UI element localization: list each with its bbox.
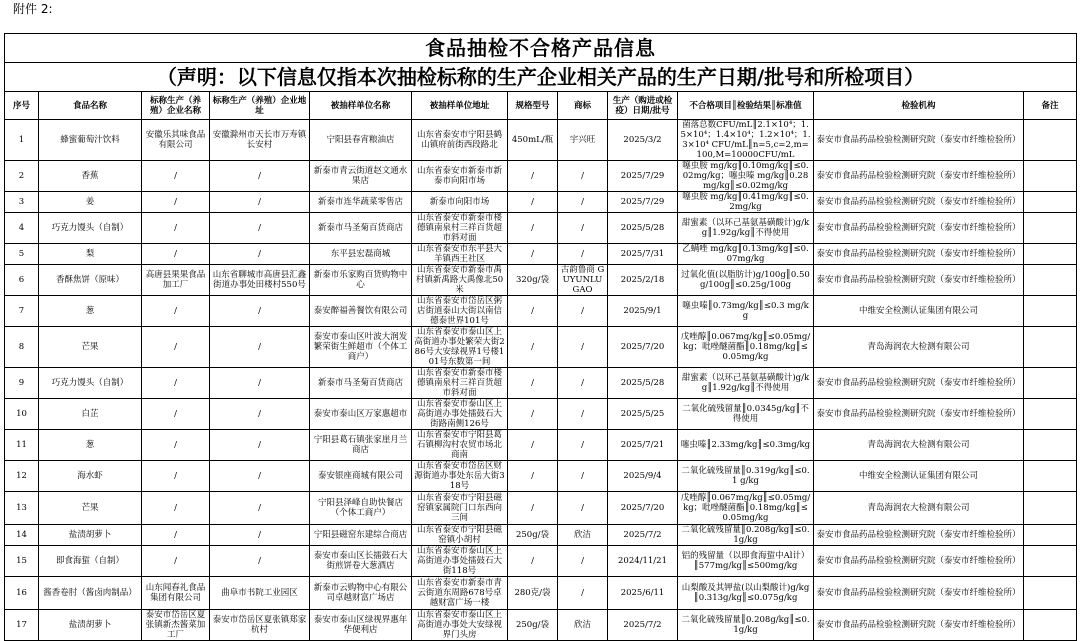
col-date: 2025/7/2 <box>608 610 678 641</box>
col-food-name: 巧克力馒头（自制） <box>39 213 142 244</box>
col-test-result: 甜蜜素（以环己基氨基磺酸计)g/kg║1.92g/kg║不得使用 <box>678 213 814 244</box>
col-sampled-unit-name: 宁阳县葛石镇张家崖月兰商店 <box>310 430 412 461</box>
col-sampled-unit-address: 山东省泰安市宁阳县磁窑镇家属院门口东西向三间 <box>412 492 508 525</box>
col-date: 2025/9/1 <box>608 296 678 327</box>
col-spec: / <box>508 368 558 399</box>
col-spec: 250g/袋 <box>508 610 558 641</box>
col-index: 7 <box>5 296 39 327</box>
col-date: 2024/11/21 <box>608 546 678 577</box>
table-row <box>5 120 1077 161</box>
col-index: 6 <box>5 265 39 296</box>
table-row <box>5 461 1077 492</box>
header-col-test-result: 不合格项目║检验结果║标准值 <box>678 92 814 120</box>
table-row <box>5 492 1077 525</box>
table-row <box>5 327 1077 368</box>
col-lab: 中维安全检测认证集团有限公司 <box>814 461 1024 492</box>
col-producer-address: / <box>210 525 310 546</box>
col-spec: / <box>508 546 558 577</box>
table-row <box>5 399 1077 430</box>
col-producer-name: / <box>142 546 210 577</box>
col-date: 2025/7/29 <box>608 161 678 192</box>
col-test-result: 噻虫嗪║0.73mg/kg║≤0.3 mg/kg <box>678 296 814 327</box>
col-remark <box>1024 244 1077 265</box>
col-lab: 泰安市食品药品检验检测研究院（泰安市纤维检验所） <box>814 399 1024 430</box>
col-spec: / <box>508 192 558 213</box>
col-brand: / <box>558 192 608 213</box>
col-remark <box>1024 192 1077 213</box>
col-sampled-unit-name: 泰安市泰山区长擂鼓石大街煎饼卷大葱酒店 <box>310 546 412 577</box>
header-col-index: 序号 <box>5 92 39 120</box>
col-producer-address: / <box>210 192 310 213</box>
col-remark <box>1024 213 1077 244</box>
col-remark <box>1024 368 1077 399</box>
col-brand: 欣洁 <box>558 610 608 641</box>
table-title: 食品抽检不合格产品信息 <box>5 34 1077 63</box>
col-spec: 280克/袋 <box>508 577 558 610</box>
col-sampled-unit-address: 山东省泰安市宁阳县葛石镇柳沟村农贸市场北商南 <box>412 430 508 461</box>
col-remark <box>1024 546 1077 577</box>
col-remark <box>1024 577 1077 610</box>
col-producer-name: / <box>142 525 210 546</box>
col-brand: / <box>558 161 608 192</box>
col-producer-name: 高唐县果果食品加工厂 <box>142 265 210 296</box>
col-index: 5 <box>5 244 39 265</box>
col-producer-address: / <box>210 296 310 327</box>
col-index: 8 <box>5 327 39 368</box>
table-row <box>5 368 1077 399</box>
col-lab: 泰安市食品药品检验检测研究院（泰安市纤维检验所） <box>814 368 1024 399</box>
col-sampled-unit-name: 泰安市泰山区万家惠超市 <box>310 399 412 430</box>
col-index: 4 <box>5 213 39 244</box>
col-sampled-unit-address: 山东省泰安市新泰市楼德镇南泉村三祥百货超市斜对面 <box>412 213 508 244</box>
col-sampled-unit-address: 新泰市向阳市场 <box>412 192 508 213</box>
col-food-name: 盐渍胡萝卜 <box>39 610 142 641</box>
col-date: 2025/7/20 <box>608 492 678 525</box>
col-date: 2025/7/20 <box>608 327 678 368</box>
col-producer-address: 曲阜市书院工业园区 <box>210 577 310 610</box>
col-brand: 欣洁 <box>558 525 608 546</box>
col-lab: 泰安市食品药品检验检测研究院（泰安市纤维检验所） <box>814 577 1024 610</box>
col-date: 2025/7/29 <box>608 192 678 213</box>
col-food-name: 白芷 <box>39 399 142 430</box>
col-food-name: 葱 <box>39 430 142 461</box>
col-date: 2025/5/25 <box>608 399 678 430</box>
col-brand: 古韵鲁商 GUYUNLUGAO <box>558 265 608 296</box>
col-brand: / <box>558 399 608 430</box>
header-col-producer-name: 标称生产（养殖）企业名称 <box>142 92 210 120</box>
col-food-name: 芒果 <box>39 327 142 368</box>
table-row <box>5 192 1077 213</box>
header-row <box>5 92 1077 120</box>
col-spec: / <box>508 461 558 492</box>
col-sampled-unit-address: 山东省泰安市泰山区上高街道办事处繁荣大街286号大安绿视界1号楼101号东数第一间 <box>412 327 508 368</box>
col-producer-name: 安徽乐其味食品有限公司 <box>142 120 210 161</box>
col-food-name: 巧克力馒头（自制） <box>39 368 142 399</box>
col-sampled-unit-name: 泰安市泰山区绿视界惠年华便利店 <box>310 610 412 641</box>
col-producer-name: / <box>142 399 210 430</box>
col-spec: / <box>508 244 558 265</box>
col-producer-address: / <box>210 430 310 461</box>
table-row <box>5 430 1077 461</box>
col-test-result: 铝的残留量（以即食海蜇中Al计）║577mg/kg║≤500mg/kg <box>678 546 814 577</box>
col-date: 2025/9/4 <box>608 461 678 492</box>
col-remark <box>1024 525 1077 546</box>
col-remark <box>1024 461 1077 492</box>
col-test-result: 山梨酸及其钾盐(以山梨酸计)g/kg║0.313g/kg║≤0.075g/kg <box>678 577 814 610</box>
col-spec: / <box>508 492 558 525</box>
col-sampled-unit-address: 山东省泰安市泰山区上高街道办事处擂鼓石大街路南侧126号 <box>412 399 508 430</box>
col-lab: 泰安市食品药品检验检测研究院（泰安市纤维检验所） <box>814 120 1024 161</box>
table-row <box>5 213 1077 244</box>
col-index: 11 <box>5 430 39 461</box>
col-index: 17 <box>5 610 39 641</box>
table-row <box>5 161 1077 192</box>
col-sampled-unit-name: 宁阳县春宵粮油店 <box>310 120 412 161</box>
col-test-result: 过氧化值(以脂肪计)g/100g║0.50g/100g║≤0.25g/100g <box>678 265 814 296</box>
col-spec: 250g/袋 <box>508 525 558 546</box>
col-sampled-unit-name: 新泰市乐家购百货购物中心 <box>310 265 412 296</box>
col-index: 13 <box>5 492 39 525</box>
col-lab: 青岛海润农大检测有限公司 <box>814 492 1024 525</box>
col-index: 3 <box>5 192 39 213</box>
attachment-label: 附件 2: <box>13 2 53 16</box>
col-producer-address: 安徽滁州市天长市万寿镇长安村 <box>210 120 310 161</box>
col-food-name: 姜 <box>39 192 142 213</box>
col-producer-address: / <box>210 492 310 525</box>
header-col-date: 生产（购进或检疫）日期/批号 <box>608 92 678 120</box>
col-test-result: 二氧化硫残留量║0.0345g/kg║不得使用 <box>678 399 814 430</box>
col-producer-name: 山东闻春礼食品集团有限公司 <box>142 577 210 610</box>
table-row <box>5 296 1077 327</box>
col-sampled-unit-name: 新泰市马圣菊百货商店 <box>310 368 412 399</box>
col-producer-address: / <box>210 546 310 577</box>
header-col-producer-address: 标称生产（养殖）企业地址 <box>210 92 310 120</box>
col-food-name: 海水虾 <box>39 461 142 492</box>
col-lab: 泰安市食品药品检验检测研究院（泰安市纤维检验所） <box>814 244 1024 265</box>
col-spec: / <box>508 327 558 368</box>
header-col-lab: 检验机构 <box>814 92 1024 120</box>
header-col-spec: 规格型号 <box>508 92 558 120</box>
col-date: 2025/6/11 <box>608 577 678 610</box>
header-col-sampled-unit-name: 被抽样单位名称 <box>310 92 412 120</box>
col-producer-name: / <box>142 161 210 192</box>
col-test-result: 二氧化硫残留量║0.208g/kg║≤0.1g/kg <box>678 525 814 546</box>
col-index: 12 <box>5 461 39 492</box>
col-producer-name: / <box>142 213 210 244</box>
col-producer-address: / <box>210 327 310 368</box>
col-spec: / <box>508 430 558 461</box>
col-sampled-unit-name: 宁阳县磁窑东建综合商店 <box>310 525 412 546</box>
col-test-result: 甜蜜素（以环己基氨基磺酸计)g/kg║1.92g/kg║不得使用 <box>678 368 814 399</box>
col-date: 2025/5/28 <box>608 368 678 399</box>
col-food-name: 香蕉 <box>39 161 142 192</box>
col-remark <box>1024 610 1077 641</box>
unqualified-food-table <box>4 33 1077 641</box>
table-row <box>5 525 1077 546</box>
col-remark <box>1024 327 1077 368</box>
col-date: 2025/7/21 <box>608 430 678 461</box>
col-date: 2025/5/28 <box>608 213 678 244</box>
col-spec: / <box>508 213 558 244</box>
col-food-name: 葱 <box>39 296 142 327</box>
col-spec: / <box>508 161 558 192</box>
col-test-result: 乙螨唑 mg/kg║0.13mg/kg║≤0.07mg/kg <box>678 244 814 265</box>
col-producer-name: / <box>142 192 210 213</box>
col-producer-name: / <box>142 296 210 327</box>
col-lab: 泰安市食品药品检验检测研究院（泰安市纤维检验所） <box>814 610 1024 641</box>
col-producer-name: / <box>142 327 210 368</box>
col-index: 10 <box>5 399 39 430</box>
col-food-name: 酱香卷肘（酱卤肉制品） <box>39 577 142 610</box>
col-food-name: 芒果 <box>39 492 142 525</box>
col-producer-address: / <box>210 161 310 192</box>
col-test-result: 二氧化硫残留量║0.319g/kg║≤0.1 g/kg <box>678 461 814 492</box>
table-row <box>5 546 1077 577</box>
col-producer-address: / <box>210 213 310 244</box>
col-food-name: 香酥焦饼（原味） <box>39 265 142 296</box>
col-remark <box>1024 399 1077 430</box>
col-food-name: 蜂蜜葡萄汁饮料 <box>39 120 142 161</box>
col-producer-address: 泰安市岱岳区夏张镇郑家杭村 <box>210 610 310 641</box>
col-lab: 泰安市食品药品检验检测研究院（泰安市纤维检验所） <box>814 192 1024 213</box>
col-sampled-unit-name: 新泰市马圣菊百货商店 <box>310 213 412 244</box>
col-lab: 青岛海润农大检测有限公司 <box>814 430 1024 461</box>
col-spec: / <box>508 296 558 327</box>
col-spec: / <box>508 399 558 430</box>
col-test-result: 噻虫胺 mg/kg║0.10mg/kg║≤0.02mg/kg；噻虫嗪 mg/kg║0.28mg/kg║≤0.02mg/kg <box>678 161 814 192</box>
col-brand: / <box>558 244 608 265</box>
col-spec: 320g/袋 <box>508 265 558 296</box>
col-producer-address: / <box>210 399 310 430</box>
col-sampled-unit-name: 泰安银座商城有限公司 <box>310 461 412 492</box>
col-sampled-unit-address: 山东省泰安市岱岳区粥店街道泰山大街以南信德泰世界101号 <box>412 296 508 327</box>
col-remark <box>1024 492 1077 525</box>
col-sampled-unit-address: 山东省泰安市泰山区上高街道办事处擂鼓石大街118号 <box>412 546 508 577</box>
col-brand: / <box>558 492 608 525</box>
col-lab: 泰安市食品药品检验检测研究院（泰安市纤维检验所） <box>814 213 1024 244</box>
col-producer-name: / <box>142 461 210 492</box>
col-remark <box>1024 161 1077 192</box>
col-sampled-unit-name: 新泰市连华蔬菜零售店 <box>310 192 412 213</box>
col-producer-name: / <box>142 368 210 399</box>
col-index: 2 <box>5 161 39 192</box>
col-brand: / <box>558 296 608 327</box>
header-col-sampled-unit-address: 被抽样单位地址 <box>412 92 508 120</box>
col-sampled-unit-address: 山东省泰安市新泰市禹村镇新禹路大禹像北50米 <box>412 265 508 296</box>
col-sampled-unit-address: 山东省泰安市东平县大羊镇西王社区 <box>412 244 508 265</box>
col-test-result: 二氧化硫残留量║0.208g/kg║≤0.1g/kg <box>678 610 814 641</box>
col-sampled-unit-address: 山东省泰安市泰山区上高街道办事处大安绿视界门头房 <box>412 610 508 641</box>
col-index: 15 <box>5 546 39 577</box>
col-sampled-unit-name: 新泰市青云街道赵文通水果店 <box>310 161 412 192</box>
col-remark <box>1024 296 1077 327</box>
col-remark <box>1024 120 1077 161</box>
col-sampled-unit-name: 泰安市泰山区叶波大润发繁荣街生鲜超市（个体工商户） <box>310 327 412 368</box>
table-subtitle: （声明：以下信息仅指本次抽检标称的生产企业相关产品的生产日期/批号和所检项目） <box>5 63 1077 92</box>
table-row <box>5 610 1077 641</box>
col-producer-name: 泰安市岱岳区夏张镇新杰酱菜加工厂 <box>142 610 210 641</box>
col-test-result: 噻虫嗪║2.33mg/kg║≤0.3mg/kg <box>678 430 814 461</box>
col-sampled-unit-name: 东平县宏磊商城 <box>310 244 412 265</box>
col-lab: 青岛海润农大检测有限公司 <box>814 327 1024 368</box>
col-brand: / <box>558 430 608 461</box>
col-sampled-unit-address: 山东省泰安市新泰市青云街道东周路678号卓越财富广场一楼 <box>412 577 508 610</box>
col-brand: / <box>558 368 608 399</box>
col-producer-address: / <box>210 368 310 399</box>
col-index: 1 <box>5 120 39 161</box>
col-test-result: 噻虫胺 mg/kg║0.41mg/kg║≤0.2mg/kg <box>678 192 814 213</box>
col-brand: / <box>558 327 608 368</box>
col-sampled-unit-address: 山东省泰安市宁阳县鹤山镇府前街西段路北 <box>412 120 508 161</box>
header-col-brand: 商标 <box>558 92 608 120</box>
col-brand: 宇兴旺 <box>558 120 608 161</box>
col-food-name: 即食海蜇（自制） <box>39 546 142 577</box>
table-row <box>5 265 1077 296</box>
col-food-name: 盐渍胡萝卜 <box>39 525 142 546</box>
col-date: 2025/3/2 <box>608 120 678 161</box>
col-date: 2025/7/2 <box>608 525 678 546</box>
col-brand: / <box>558 577 608 610</box>
col-index: 16 <box>5 577 39 610</box>
col-food-name: 梨 <box>39 244 142 265</box>
col-test-result: 菌落总数CFU/mL║2.1×10⁴；1.5×10⁴；1.4×10⁴；1.2×10⁴；1.3×10⁴ CFU/mL║n=5,c=2,m=100,M=10000CFU/mL <box>678 120 814 161</box>
col-producer-address: 山东省聊城市高唐县汇鑫街道办事处田楼村550号 <box>210 265 310 296</box>
col-sampled-unit-address: 山东省泰安市宁阳县磁窑镇小胡村 <box>412 525 508 546</box>
col-test-result: 戊唑醇║0.067mg/kg║≤0.05mg/kg；吡唑醚菌酯║0.18mg/kg║≤0.05mg/kg <box>678 327 814 368</box>
col-remark <box>1024 430 1077 461</box>
col-lab: 泰安市食品药品检验检测研究院（泰安市纤维检验所） <box>814 265 1024 296</box>
col-sampled-unit-name: 宁阳县泽峰自助快餐店（个体工商户） <box>310 492 412 525</box>
col-sampled-unit-name: 泰安醉福善餐饮有限公司 <box>310 296 412 327</box>
table-row <box>5 577 1077 610</box>
col-date: 2025/7/31 <box>608 244 678 265</box>
col-date: 2025/2/18 <box>608 265 678 296</box>
col-sampled-unit-address: 山东省泰安市岱岳区财源街道办事处东岳大街318号 <box>412 461 508 492</box>
col-spec: 450mL/瓶 <box>508 120 558 161</box>
col-producer-name: / <box>142 492 210 525</box>
header-col-food-name: 食品名称 <box>39 92 142 120</box>
col-lab: 泰安市食品药品检验检测研究院（泰安市纤维检验所） <box>814 525 1024 546</box>
col-lab: 泰安市食品药品检验检测研究院（泰安市纤维检验所） <box>814 546 1024 577</box>
col-remark <box>1024 265 1077 296</box>
col-index: 14 <box>5 525 39 546</box>
col-test-result: 戊唑醇║0.067mg/kg║≤0.05mg/kg；吡唑醚菌酯║0.18mg/kg║≤0.05mg/kg <box>678 492 814 525</box>
col-producer-address: / <box>210 461 310 492</box>
col-index: 9 <box>5 368 39 399</box>
col-brand: / <box>558 461 608 492</box>
col-sampled-unit-name: 新泰市云购物中心有限公司卓越财富广场店 <box>310 577 412 610</box>
col-lab: 泰安市食品药品检验检测研究院（泰安市纤维检验所） <box>814 161 1024 192</box>
col-producer-name: / <box>142 244 210 265</box>
col-brand: / <box>558 213 608 244</box>
header-col-remark: 备注 <box>1024 92 1077 120</box>
col-producer-address: / <box>210 244 310 265</box>
table-row <box>5 244 1077 265</box>
col-lab: 中维安全检测认证集团有限公司 <box>814 296 1024 327</box>
col-sampled-unit-address: 山东省泰安市新泰市楼德镇南泉村三祥百货超市斜对面 <box>412 368 508 399</box>
col-brand: / <box>558 546 608 577</box>
col-sampled-unit-address: 山东省泰安市新泰市新泰市向阳市场 <box>412 161 508 192</box>
col-producer-name: / <box>142 430 210 461</box>
